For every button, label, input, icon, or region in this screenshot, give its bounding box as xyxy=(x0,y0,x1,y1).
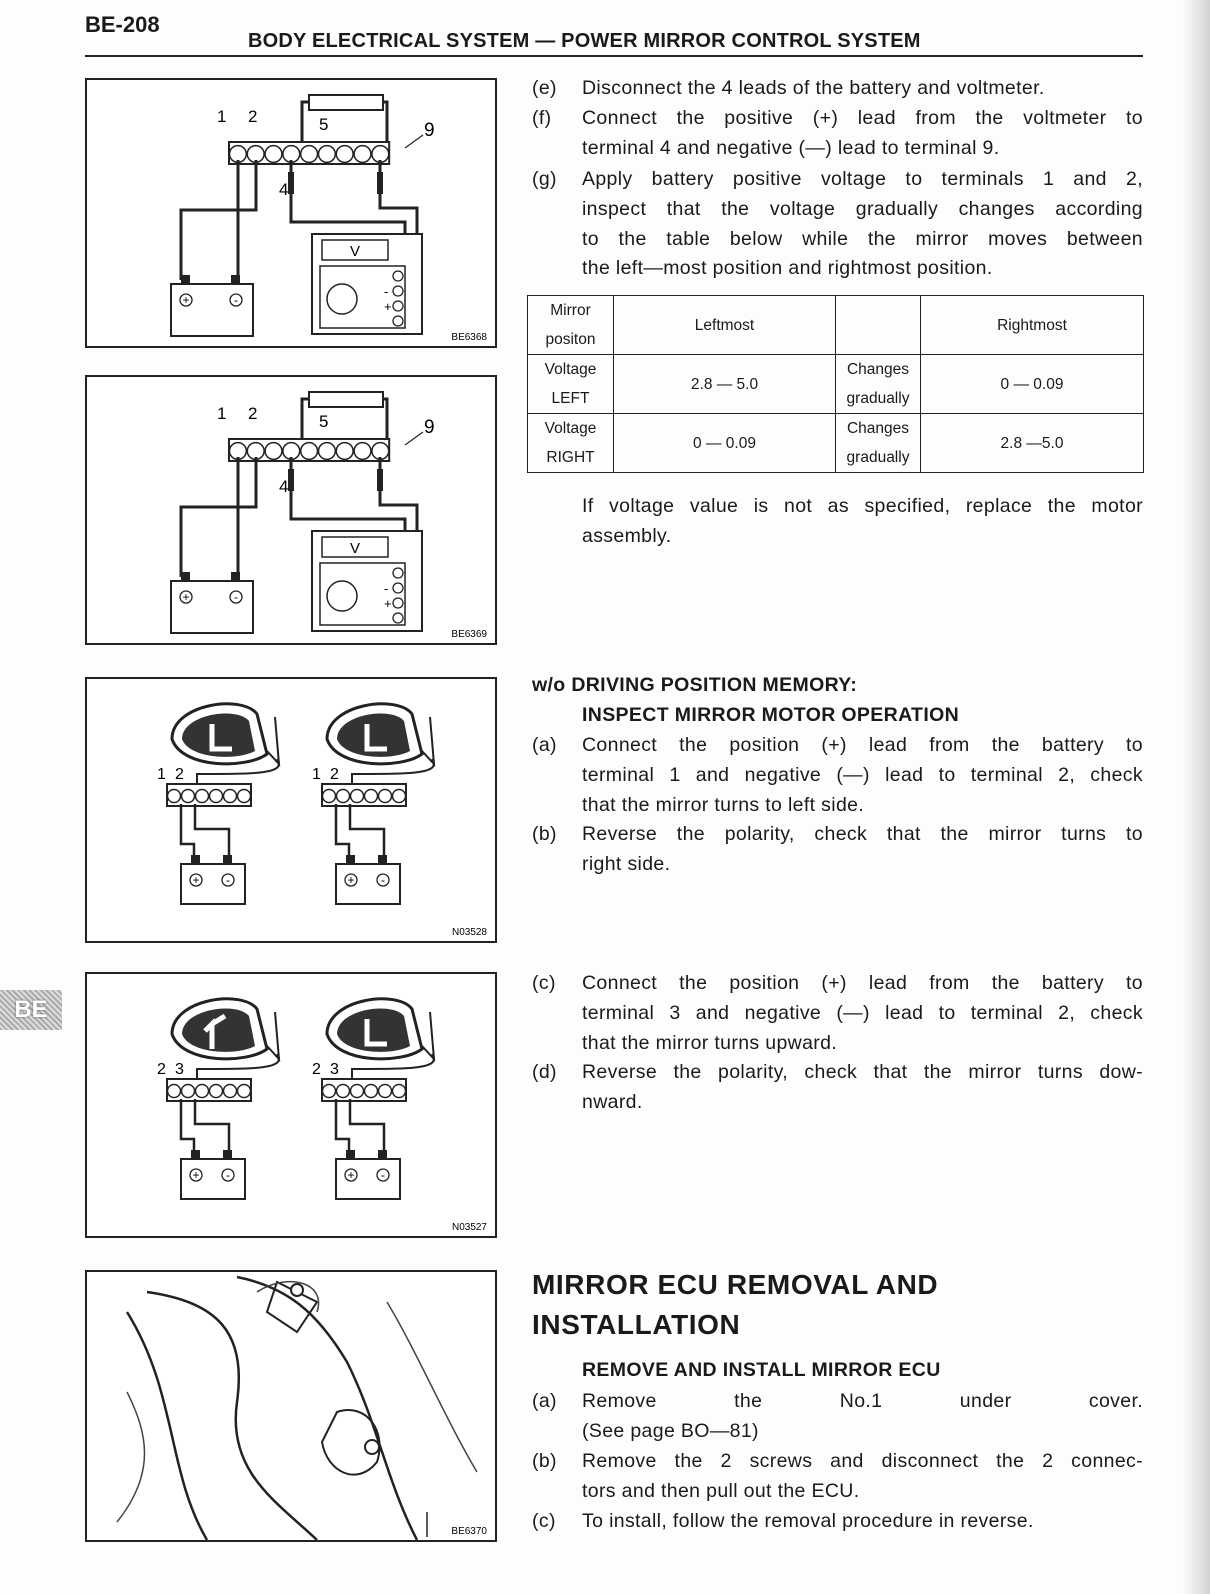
svg-text:+: + xyxy=(384,596,392,611)
svg-text:-: - xyxy=(384,284,389,299)
terminal-label: 3 xyxy=(175,1061,184,1078)
ecu-removal-figure xyxy=(85,1270,497,1542)
step-text-line: Connect the position (+) lead from the battery to xyxy=(582,734,1143,756)
step-label: (d) xyxy=(532,1061,557,1083)
step-label: (a) xyxy=(532,734,557,756)
step-label: (b) xyxy=(532,1450,557,1472)
table-row xyxy=(528,414,1144,473)
heading-text: w/o DRIVING POSITION MEMORY: xyxy=(532,674,858,696)
step-text-line: tors and then pull out the ECU. xyxy=(582,1479,860,1502)
cell-line: Changes xyxy=(846,420,910,437)
connector-icon xyxy=(229,439,389,461)
terminal-label: 9 xyxy=(424,120,435,141)
connector-icon xyxy=(167,1079,251,1101)
cell-line: LEFT xyxy=(551,390,590,407)
voltage-spec-table xyxy=(527,295,1144,473)
terminal-label: 1 xyxy=(217,107,227,126)
scan-page-edge xyxy=(1182,0,1210,1594)
resistor-icon xyxy=(309,392,383,407)
ecu-section-title: INSTALLATION xyxy=(532,1309,741,1340)
terminal-label: 2 xyxy=(312,1061,321,1078)
table-header-cell: Rightmost xyxy=(921,296,1144,355)
terminal-label: 1 xyxy=(217,404,227,423)
battery-icon xyxy=(181,1150,245,1199)
subheading-text: INSPECT MIRROR MOTOR OPERATION xyxy=(582,704,960,726)
cell-line: gradually xyxy=(846,390,910,407)
cell-line: Voltage xyxy=(544,361,597,378)
step-text-line: that the mirror turns to left side. xyxy=(582,793,865,816)
svg-text:+: + xyxy=(192,1168,200,1182)
cell-line: RIGHT xyxy=(546,449,595,466)
step-label: (f) xyxy=(532,107,552,129)
step-label: (b) xyxy=(532,823,557,845)
step-text-line: the left—most position and rightmost position. xyxy=(582,257,993,280)
step-text-line: inspect that the voltage gradually changes according xyxy=(582,197,1143,220)
svg-text:+: + xyxy=(192,873,200,887)
instruction-step xyxy=(530,731,1143,820)
table-header-cell: Leftmost xyxy=(614,296,836,355)
section-subheading xyxy=(530,701,1143,731)
battery-icon xyxy=(181,855,245,904)
instruction-step xyxy=(530,820,1143,880)
svg-text:+: + xyxy=(182,293,190,307)
table-header-cell xyxy=(528,296,614,355)
svg-text:+: + xyxy=(384,299,392,314)
step-text-line: that the mirror turns upward. xyxy=(582,1031,838,1054)
step-text-line: terminal 3 and negative (—) lead to terminal 2, check xyxy=(582,1001,1143,1024)
table-header-cell xyxy=(836,296,921,355)
note-line: If voltage value is not as specified, replace the motor xyxy=(582,495,1143,517)
step-label: (e) xyxy=(532,77,557,99)
meter-label: V xyxy=(349,540,361,557)
table-cell xyxy=(836,414,921,473)
ecu-subheading xyxy=(530,1356,1143,1386)
instruction-step xyxy=(530,74,1143,104)
voltmeter-icon xyxy=(312,234,422,334)
svg-text:-: - xyxy=(226,873,230,887)
step-text-line: nward. xyxy=(582,1090,643,1113)
table-header-row xyxy=(528,296,1144,355)
mirror-motor-figure xyxy=(85,677,497,943)
mirror-icon xyxy=(172,704,279,764)
step-text-line: Apply battery positive voltage to terminals 1 and 2, xyxy=(582,168,1143,190)
figure-code: N03527 xyxy=(451,1222,487,1233)
figure-code: N03528 xyxy=(451,927,487,938)
step-text-line: to the table below while the mirror moves between xyxy=(582,227,1143,250)
cell-line: gradually xyxy=(846,449,910,466)
page-title: BODY ELECTRICAL SYSTEM — POWER MIRROR CONTROL SYSTEM xyxy=(248,30,921,52)
instruction-step xyxy=(530,1447,1143,1507)
instruction-step xyxy=(530,1058,1143,1118)
terminal-label: 2 xyxy=(175,766,184,783)
terminal-label: 3 xyxy=(330,1061,339,1078)
terminal-label: 2 xyxy=(248,107,258,126)
step-label: (a) xyxy=(532,1390,557,1412)
step-text-line: terminal 4 and negative (—) lead to terminal 9. xyxy=(582,136,1000,159)
svg-text:+: + xyxy=(182,590,190,604)
connector-icon xyxy=(322,1079,406,1101)
step-text-line: Connect the positive (+) lead from the voltmeter to xyxy=(582,107,1143,129)
cell-line: Changes xyxy=(846,361,910,378)
step-text-line: Reverse the polarity, check that the mirror turns to xyxy=(582,823,1143,845)
instruction-step xyxy=(530,969,1143,1058)
step-text-line: Connect the position (+) lead from the battery to xyxy=(582,972,1143,994)
terminal-label: 5 xyxy=(319,412,329,431)
figure-code: BE6369 xyxy=(451,629,487,640)
terminal-label: 2 xyxy=(248,404,258,423)
subheading-text: REMOVE AND INSTALL MIRROR ECU xyxy=(582,1359,941,1381)
svg-text:-: - xyxy=(381,1168,385,1182)
instruction-step xyxy=(530,1387,1143,1447)
svg-text:-: - xyxy=(384,581,389,596)
connector-icon xyxy=(167,784,251,806)
connector-icon xyxy=(229,142,389,164)
step-text-line: Reverse the polarity, check that the mirror turns dow- xyxy=(582,1061,1143,1083)
step-text-line: Remove the No.1 under cover. xyxy=(582,1390,1143,1412)
cell-line: positon xyxy=(545,331,596,348)
meter-label: V xyxy=(349,243,361,260)
table-cell: 0 — 0.09 xyxy=(921,355,1144,414)
svg-text:-: - xyxy=(226,1168,230,1182)
table-cell xyxy=(528,414,614,473)
note-line: assembly. xyxy=(582,524,672,547)
svg-text:+: + xyxy=(347,873,355,887)
terminal-label: 1 xyxy=(312,766,321,783)
svg-text:-: - xyxy=(381,873,385,887)
terminal-label: 4 xyxy=(279,477,289,496)
table-cell: 2.8 — 5.0 xyxy=(614,355,836,414)
step-label: (g) xyxy=(532,168,557,190)
header-rule xyxy=(85,55,1143,57)
battery-icon xyxy=(171,572,253,633)
battery-icon xyxy=(336,855,400,904)
table-cell xyxy=(528,355,614,414)
mirror-icon xyxy=(327,704,434,764)
step-text-line: To install, follow the removal procedure in reverse. xyxy=(582,1510,1034,1532)
step-text-line: Remove the 2 screws and disconnect the 2 connec- xyxy=(582,1450,1143,1472)
note xyxy=(530,492,1143,552)
mirror-motor-figure xyxy=(85,972,497,1238)
table-cell xyxy=(836,355,921,414)
svg-text:-: - xyxy=(234,293,238,307)
terminal-label: 9 xyxy=(424,417,435,438)
step-text-line: Disconnect the 4 leads of the battery and voltmeter. xyxy=(582,77,1045,99)
svg-text:+: + xyxy=(347,1168,355,1182)
terminal-label: 2 xyxy=(157,1061,166,1078)
section-heading xyxy=(532,671,1132,701)
ecu-location-illustration xyxy=(87,1272,495,1540)
section-tab: BE xyxy=(0,990,62,1030)
instruction-step xyxy=(530,165,1143,284)
figure-code: BE6368 xyxy=(451,332,487,343)
page-number: BE-208 xyxy=(85,12,160,37)
figure-code: BE6370 xyxy=(451,1526,487,1537)
step-label: (c) xyxy=(532,972,556,994)
instruction-step xyxy=(530,1507,1143,1537)
table-row xyxy=(528,355,1144,414)
ecu-section-title: MIRROR ECU REMOVAL AND xyxy=(532,1269,939,1300)
wiring-diagram-figure xyxy=(85,375,497,645)
screw-icon xyxy=(365,1440,379,1454)
step-label: (c) xyxy=(532,1510,556,1532)
mirror-icon xyxy=(172,999,279,1059)
cell-line: Mirror xyxy=(550,302,591,319)
wiring-diagram-figure xyxy=(85,78,497,348)
step-text-line: terminal 1 and negative (—) lead to terminal 2, check xyxy=(582,763,1143,786)
table-cell: 2.8 —5.0 xyxy=(921,414,1144,473)
terminal-label: 4 xyxy=(279,180,289,199)
connector-icon xyxy=(322,784,406,806)
step-text-line: (See page BO—81) xyxy=(582,1419,759,1442)
voltmeter-icon xyxy=(312,531,422,631)
instruction-step xyxy=(530,104,1143,164)
cell-line: Voltage xyxy=(544,420,597,437)
screw-icon xyxy=(291,1284,303,1296)
terminal-label: 2 xyxy=(330,766,339,783)
resistor-icon xyxy=(309,95,383,110)
terminal-label: 1 xyxy=(157,766,166,783)
table-cell: 0 — 0.09 xyxy=(614,414,836,473)
svg-text:-: - xyxy=(234,590,238,604)
mirror-icon xyxy=(327,999,434,1059)
terminal-label: 5 xyxy=(319,115,329,134)
battery-icon xyxy=(336,1150,400,1199)
step-text-line: right side. xyxy=(582,852,671,875)
battery-icon xyxy=(171,275,253,336)
